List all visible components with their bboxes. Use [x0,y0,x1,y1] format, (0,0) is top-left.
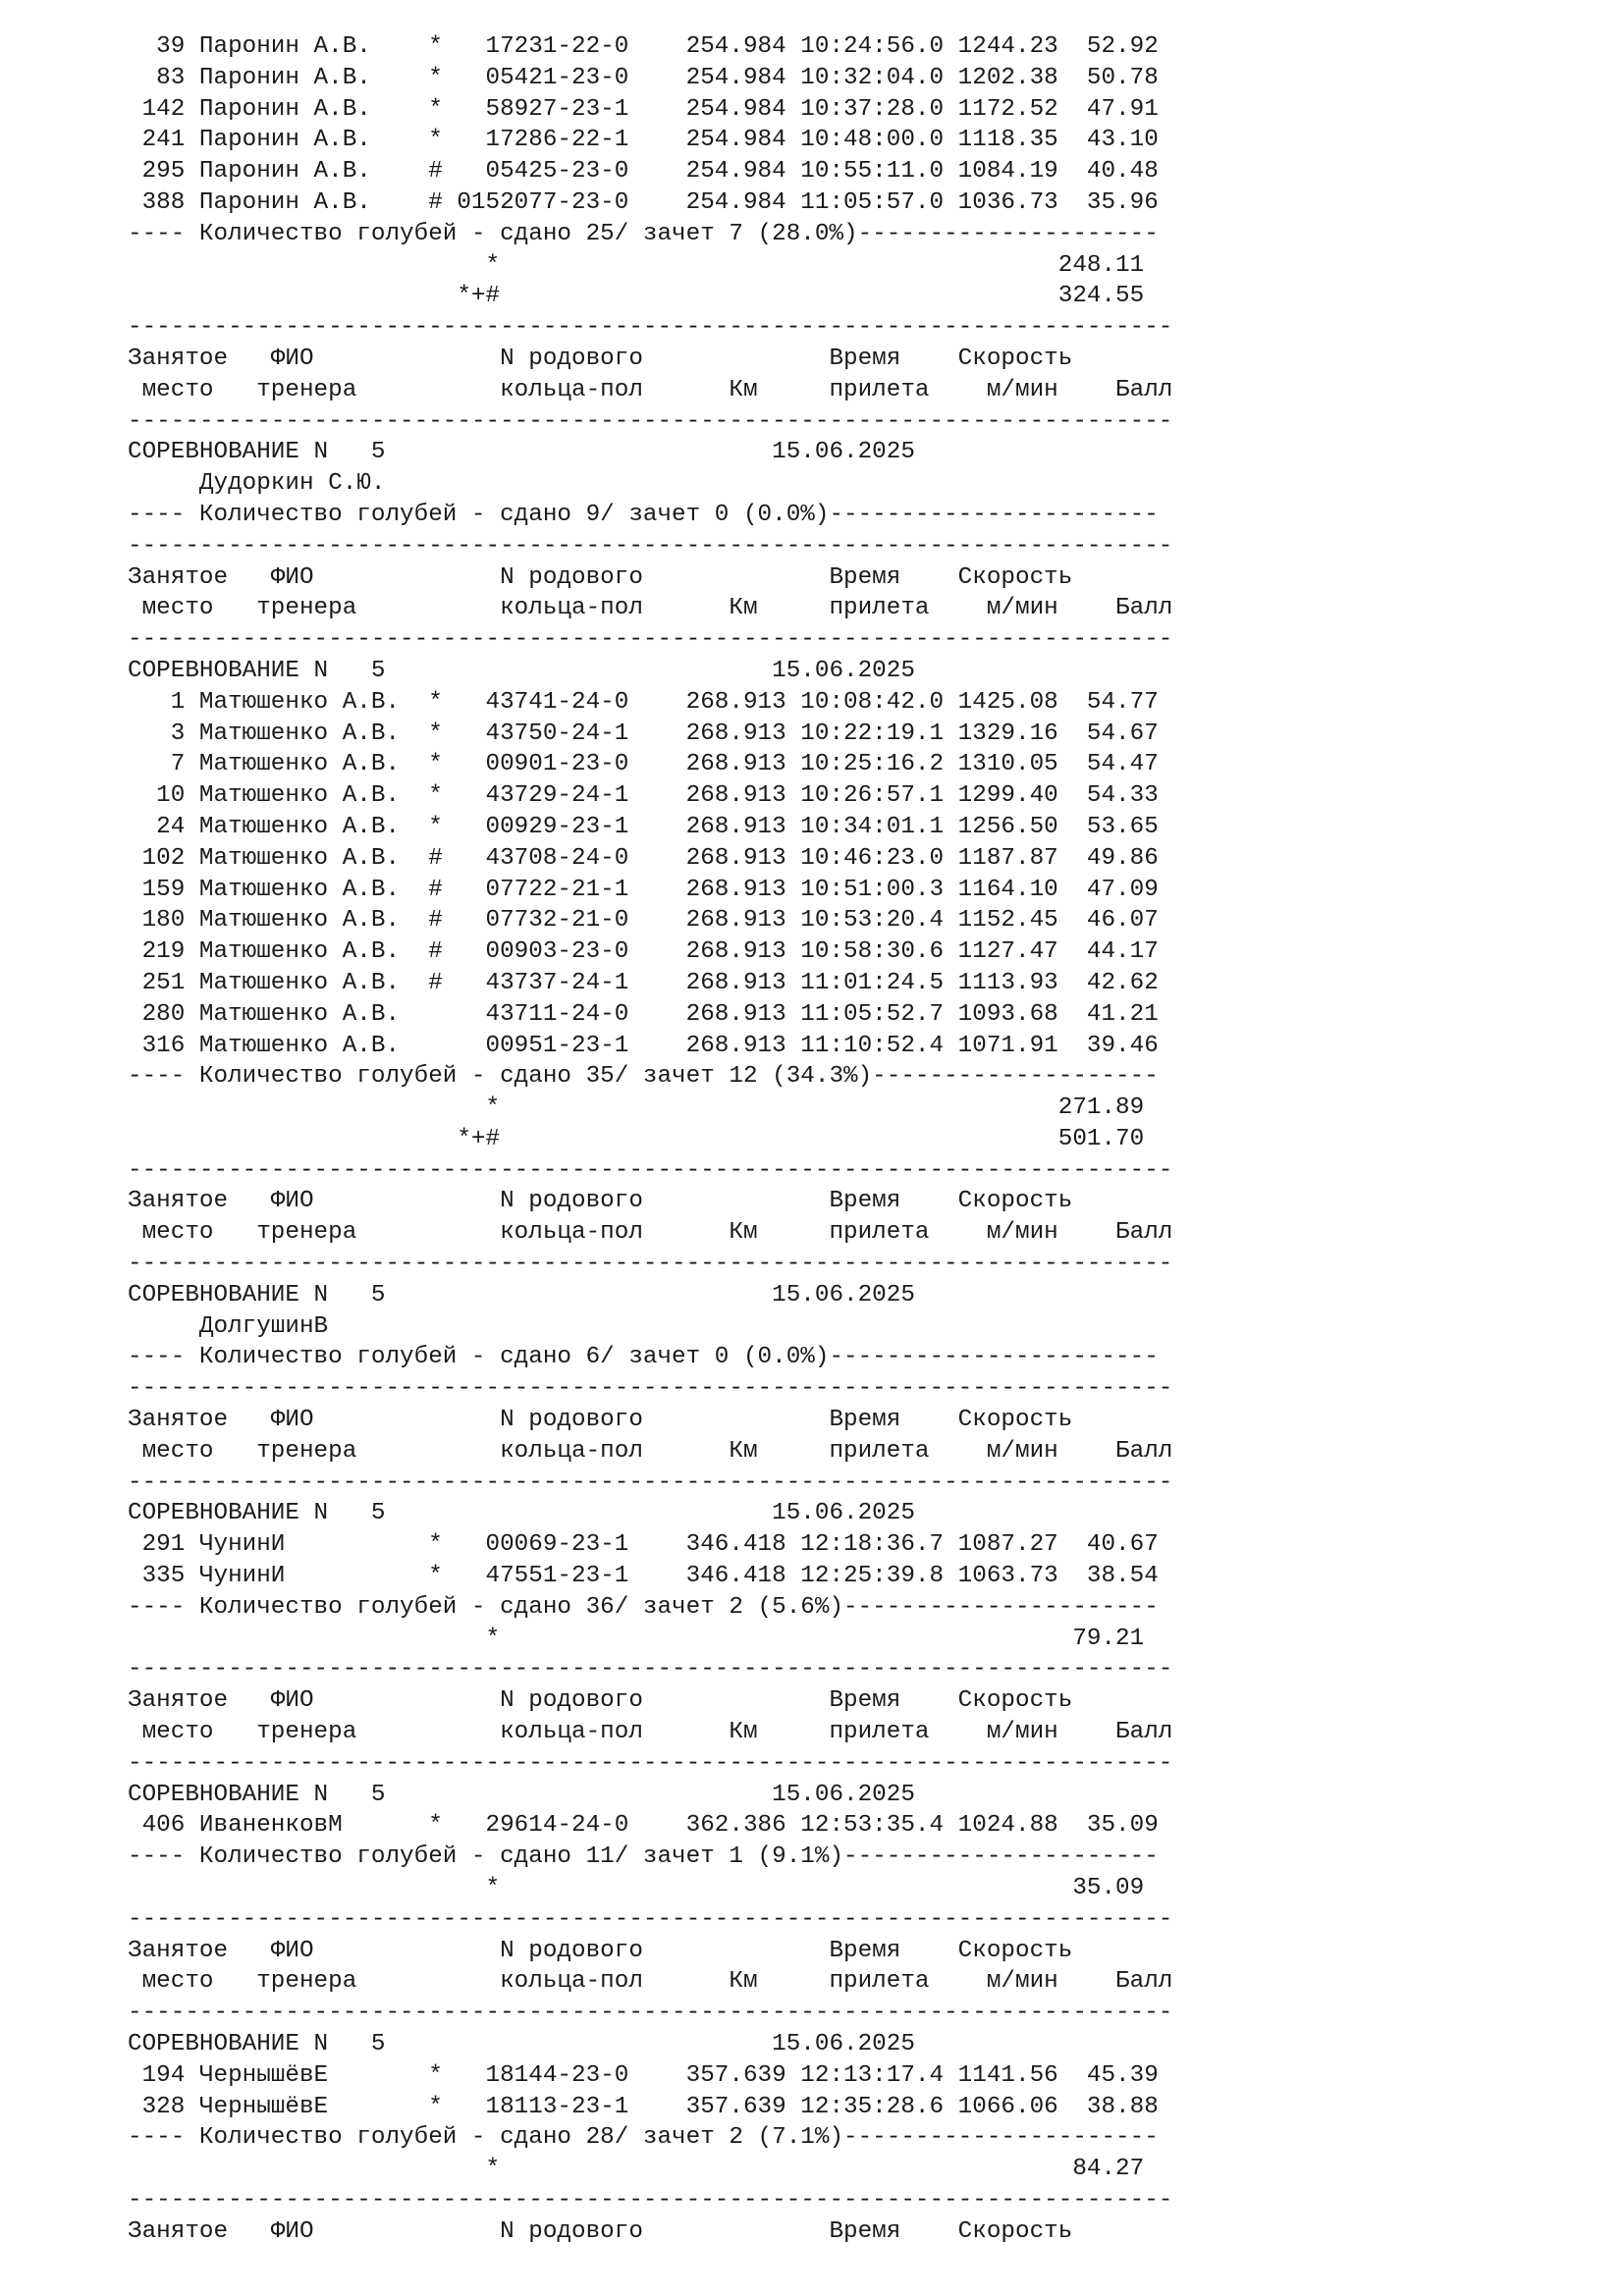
fancier-name: ДолгушинВ [128,1312,329,1340]
result-row: 10 Матюшенко А.В. * 43729-24-1 268.913 10:26:57.1 1299.40 54.33 [128,782,1159,810]
result-row: 219 Матюшенко А.В. # 00903-23-0 268.913 10:58:30.6 1127.47 44.17 [128,938,1159,966]
result-row: 102 Матюшенко А.В. # 43708-24-0 268.913 10:46:23.0 1187.87 49.86 [128,844,1159,872]
column-header: Занятое ФИО N родового Время Скорость [128,1188,1073,1215]
score-total: * 79.21 [128,1625,1145,1652]
result-row: 335 ЧунинИ * 47551-23-1 346.418 12:25:39.8 1063.73 38.54 [128,1563,1159,1590]
result-row: 194 ЧернышёвЕ * 18144-23-0 357.639 12:13:17.4 1141.56 45.39 [128,2061,1159,2089]
divider-line: ------------------------------------------------------------------------- [128,2186,1173,2214]
result-row: 159 Матюшенко А.В. # 07722-21-1 268.913 10:51:00.3 1164.10 47.09 [128,876,1159,903]
result-row: 251 Матюшенко А.В. # 43737-24-1 268.913 11:01:24.5 1113.93 42.62 [128,969,1159,996]
result-row: 291 ЧунинИ * 00069-23-1 346.418 12:18:36.7 1087.27 40.67 [128,1531,1159,1559]
divider-line: ------------------------------------------------------------------------- [128,1375,1173,1403]
divider-line: ------------------------------------------------------------------------- [128,1156,1173,1184]
column-header: место тренера кольца-пол Км прилета м/мин Балл [128,376,1173,403]
score-total: *+# 501.70 [128,1125,1145,1152]
divider-line: ------------------------------------------------------------------------- [128,314,1173,342]
result-row: 295 Паронин А.В. # 05425-23-0 254.984 10:55:11.0 1084.19 40.48 [128,158,1159,186]
competition-header: СОРЕВНОВАНИЕ N 5 15.06.2025 [128,1781,915,1808]
divider-line: ------------------------------------------------------------------------- [128,532,1173,560]
column-header: место тренера кольца-пол Км прилета м/мин Балл [128,1719,1173,1746]
column-header: Занятое ФИО N родового Время Скорость [128,2217,1073,2245]
result-row: 1 Матюшенко А.В. * 43741-24-0 268.913 10:08:42.0 1425.08 54.77 [128,688,1159,716]
column-header: Занятое ФИО N родового Время Скорость [128,1407,1073,1434]
column-header: Занятое ФИО N родового Время Скорость [128,1937,1073,1964]
pigeon-count-summary: ---- Количество голубей - сдано 11/ зачет 1 (9.1%)---------------------- [128,1843,1159,1871]
divider-line: ------------------------------------------------------------------------- [128,1468,1173,1496]
result-row: 7 Матюшенко А.В. * 00901-23-0 268.913 10:25:16.2 1310.05 54.47 [128,751,1159,778]
result-row: 24 Матюшенко А.В. * 00929-23-1 268.913 10:34:01.1 1256.50 53.65 [128,813,1159,840]
column-header: Занятое ФИО N родового Время Скорость [128,345,1073,372]
fancier-name: Дудоркин С.Ю. [128,470,386,498]
competition-header: СОРЕВНОВАНИЕ N 5 15.06.2025 [128,657,915,684]
race-results-report [128,31,1172,2248]
divider-line: ------------------------------------------------------------------------- [128,1251,1173,1278]
column-header: место тренера кольца-пол Км прилета м/мин Балл [128,1219,1173,1247]
pigeon-count-summary: ---- Количество голубей - сдано 9/ зачет 0 (0.0%)----------------------- [128,501,1159,528]
result-row: 39 Паронин А.В. * 17231-22-0 254.984 10:24:56.0 1244.23 52.92 [128,33,1159,60]
result-row: 316 Матюшенко А.В. 00951-23-1 268.913 11:10:52.4 1071.91 39.46 [128,1032,1159,1059]
result-row: 180 Матюшенко А.В. # 07732-21-0 268.913 10:53:20.4 1152.45 46.07 [128,907,1159,934]
competition-header: СОРЕВНОВАНИЕ N 5 15.06.2025 [128,439,915,466]
column-header: место тренера кольца-пол Км прилета м/мин Балл [128,595,1173,622]
result-row: 241 Паронин А.В. * 17286-22-1 254.984 10:48:00.0 1118.35 43.10 [128,127,1159,154]
pigeon-count-summary: ---- Количество голубей - сдано 25/ зачет 7 (28.0%)--------------------- [128,220,1159,247]
score-total: * 248.11 [128,251,1145,279]
divider-line: ------------------------------------------------------------------------- [128,1749,1173,1777]
result-row: 3 Матюшенко А.В. * 43750-24-1 268.913 10:22:19.1 1329.16 54.67 [128,720,1159,747]
pigeon-count-summary: ---- Количество голубей - сдано 36/ зачет 2 (5.6%)---------------------- [128,1593,1159,1621]
divider-line: ------------------------------------------------------------------------- [128,407,1173,435]
column-header: Занятое ФИО N родового Время Скорость [128,1687,1073,1715]
divider-line: ------------------------------------------------------------------------- [128,626,1173,654]
competition-header: СОРЕВНОВАНИЕ N 5 15.06.2025 [128,2031,915,2057]
column-header: место тренера кольца-пол Км прилета м/мин Балл [128,1437,1173,1465]
result-row: 328 ЧернышёвЕ * 18113-23-1 357.639 12:35:28.6 1066.06 38.88 [128,2093,1159,2120]
divider-line: ------------------------------------------------------------------------- [128,1905,1173,1933]
score-total: * 84.27 [128,2156,1145,2183]
competition-header: СОРЕВНОВАНИЕ N 5 15.06.2025 [128,1500,915,1527]
result-row: 406 ИваненковМ * 29614-24-0 362.386 12:53:35.4 1024.88 35.09 [128,1812,1159,1840]
result-row: 83 Паронин А.В. * 05421-23-0 254.984 10:32:04.0 1202.38 50.78 [128,64,1159,91]
result-row: 142 Паронин А.В. * 58927-23-1 254.984 10:37:28.0 1172.52 47.91 [128,95,1159,123]
result-row: 388 Паронин А.В. # 0152077-23-0 254.984 11:05:57.0 1036.73 35.96 [128,188,1159,216]
column-header: место тренера кольца-пол Км прилета м/мин Балл [128,1968,1173,1996]
score-total: * 35.09 [128,1875,1145,1902]
score-total: * 271.89 [128,1095,1145,1122]
score-total: *+# 324.55 [128,283,1145,310]
divider-line: ------------------------------------------------------------------------- [128,1656,1173,1683]
divider-line: ------------------------------------------------------------------------- [128,2000,1173,2027]
result-row: 280 Матюшенко А.В. 43711-24-0 268.913 11:05:52.7 1093.68 41.21 [128,1000,1159,1028]
pigeon-count-summary: ---- Количество голубей - сдано 28/ зачет 2 (7.1%)---------------------- [128,2124,1159,2152]
column-header: Занятое ФИО N родового Время Скорость [128,563,1073,591]
competition-header: СОРЕВНОВАНИЕ N 5 15.06.2025 [128,1281,915,1308]
pigeon-count-summary: ---- Количество голубей - сдано 35/ зачет 12 (34.3%)-------------------- [128,1063,1159,1091]
pigeon-count-summary: ---- Количество голубей - сдано 6/ зачет 0 (0.0%)----------------------- [128,1344,1159,1371]
